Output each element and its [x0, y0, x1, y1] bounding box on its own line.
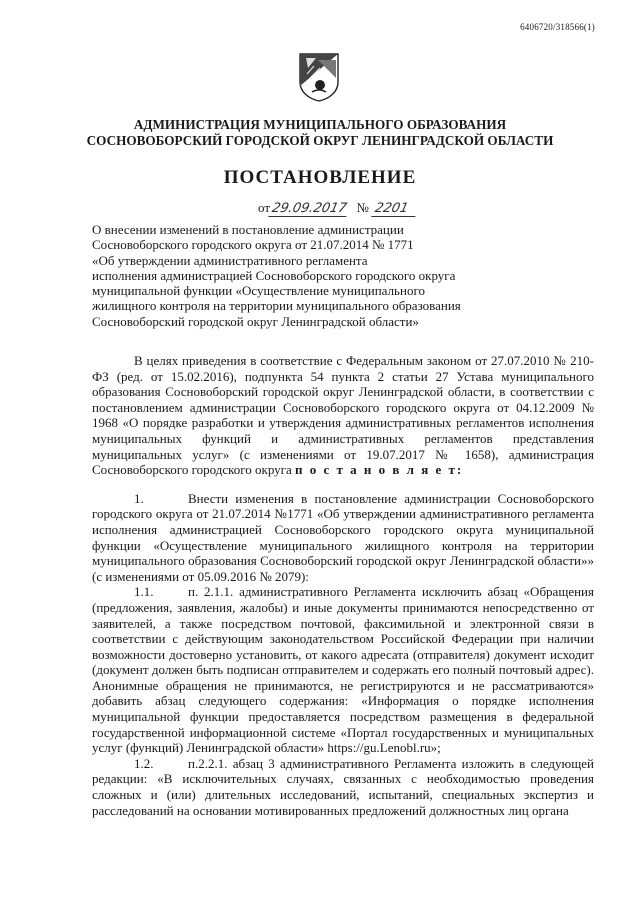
document-type-title: ПОСТАНОВЛЕНИЕ — [223, 167, 417, 188]
number-handwritten: 2201 — [371, 201, 418, 217]
document-subject — [92, 222, 512, 329]
subject-line: муниципальной функции «Осуществление муниципального — [92, 283, 425, 299]
item-1-number: 1. — [134, 490, 144, 506]
organization-name — [0, 117, 640, 149]
item-1-2-number: 1.2. — [134, 755, 154, 771]
subject-line: исполнения администрацией Сосновоборского городского округа — [92, 267, 456, 283]
coat-of-arms-icon — [298, 52, 340, 102]
subject-line: Сосновоборского городского округа от 21.07.2014 № 1771 — [92, 237, 414, 253]
document-body — [92, 353, 594, 818]
date-handwritten: 29.09.2017 — [268, 201, 350, 217]
subject-line: О внесении изменений в постановление администрации — [92, 222, 404, 237]
subject-line: «Об утверждении административного регламента — [92, 252, 368, 268]
item-1-1-text: п. 2.1.1. административного Регламента исключить абзац «Обращения (предложения, заявления, жалобы) и иные документы принимаются непосредственно от заявителей, а также посредством почтовой, факсимильной и электронной связи в соответствии с действующим законодательством Российской Федерации при наличии возможности достоверно установить, от какого адресата (отправителя) документ исходит (документ должен быть подписан отправителем и содержать его полный почтовый адрес). Анонимные обращения не принимаются, не регистрируются и не рассматриваются» добавить абзац следующего содержания: «Информация о порядке исполнения муниципальной функции предоставляется посредством размещения в федеральной государственной информационной системе «Портал государственных и муниципальных услуг (функций) Ленинградской области» https://gu.Lenobl.ru»; — [92, 584, 594, 756]
date-number-line — [258, 200, 417, 217]
item-1-text: Внести изменения в постановление администрации Сосновоборского городского округа от 21.07.2014 №1771 «Об утверждении административного регламента исполнения администрацией Сосновоборского городского округа муниципальной функции «Осуществление муниципального жилищного контроля на территории муниципального образования Сосновоборский городской округ Ленинградской области»» (с изменениями от 05.09.2016 № 2079): — [92, 490, 594, 584]
document-id: 6406720/318566(1) — [520, 22, 595, 32]
item-1-paragraph — [92, 491, 594, 585]
preamble-paragraph — [92, 353, 594, 478]
item-1-1-number: 1.1. — [134, 584, 154, 600]
resolves-word: п о с т а н о в л я е т: — [295, 462, 464, 478]
item-1-2-text: п.2.2.1. абзац 3 административного Регламента изложить в следующей редакции: «В исключительных случаях, связанных с необходимостью проведения сложных и (или) длительных исследований, испытаний, специальных экспертиз и расследований на основании мотивированных предложений должностных лиц органа — [92, 755, 594, 818]
number-label: № — [356, 200, 369, 215]
item-1-2-paragraph — [92, 756, 594, 818]
preamble-text: В целях приведения в соответствие с Федеральным законом от 27.07.2010 № 210-ФЗ (ред. от 15.02.2016), подпункта 54 пункта 2 статьи 27 Устава муниципального образования Сосновоборский городской округ Ленинградской области, в соответствии с постановлением администрации Сосновоборского городского округа от 04.12.2009 № 1968 «О порядке разработки и утверждения административных регламентов исполнения муниципальных функций и административных регламентов представления муниципальных услуг» (с изменениями от 19.07.2017 № 1658), администрация Сосновоборского городского округа — [92, 353, 594, 478]
item-1-1-paragraph — [92, 584, 594, 756]
subject-line: жилищного контроля на территории муниципального образования — [92, 298, 461, 314]
subject-line: Сосновоборский городской округ Ленинградской области» — [92, 313, 419, 329]
org-line-2: СОСНОВОБОРСКИЙ ГОРОДСКОЙ ОКРУГ ЛЕНИНГРАДСКОЙ ОБЛАСТИ — [86, 133, 554, 148]
date-prefix: от — [258, 200, 271, 215]
org-line-1: АДМИНИСТРАЦИЯ МУНИЦИПАЛЬНОГО ОБРАЗОВАНИЯ — [133, 117, 507, 132]
